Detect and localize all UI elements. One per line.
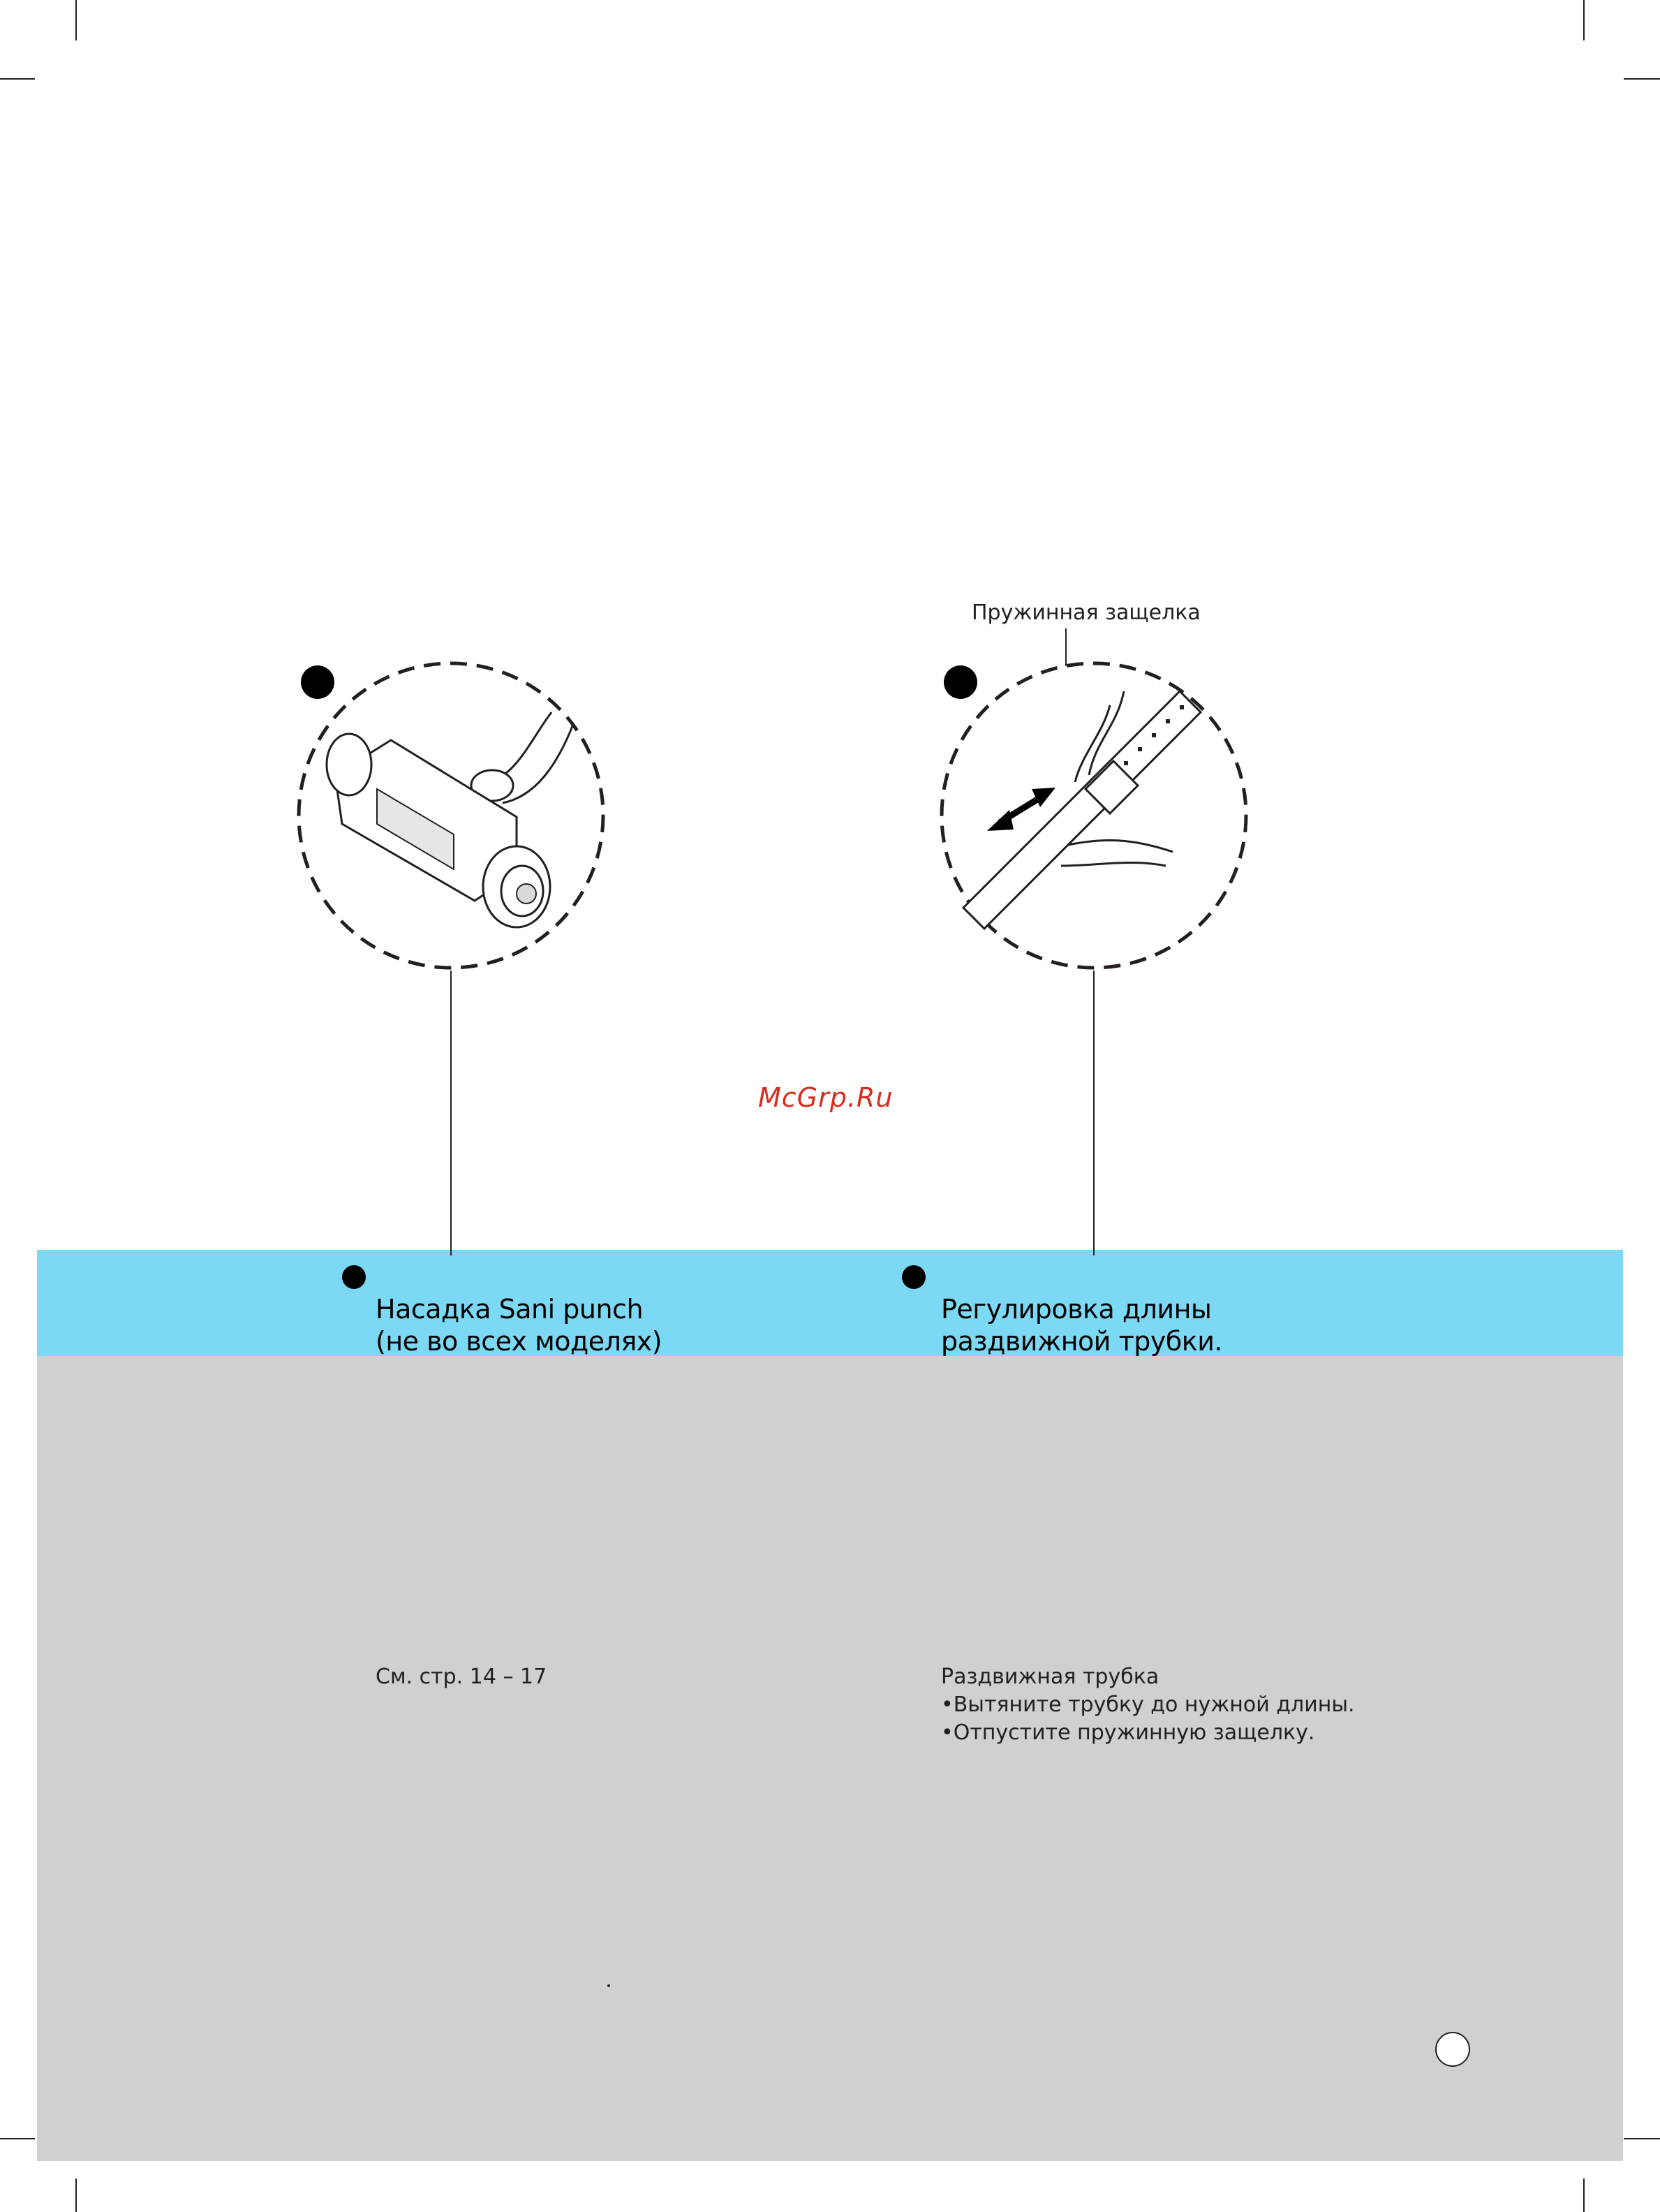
spring-latch-label: Пружинная защелка [972,600,1201,625]
figure-marker-left [301,665,334,699]
section-marker-right [902,1265,926,1289]
section-marker-left [342,1265,366,1289]
telescopic-tube-illustration [942,663,1246,968]
heading-line: Регулировка длины [941,1294,1212,1325]
watermark: McGrp.Ru [758,1082,894,1113]
instructions [941,1663,1355,1747]
heading-line: раздвижной трубки. [941,1326,1222,1357]
list-item: • Вытяните трубку до нужной длины. [941,1691,1355,1719]
figure-marker-right [944,665,977,699]
heading-line: (не во всех моделях) [376,1326,662,1357]
sani-punch-nozzle-illustration [299,663,603,968]
stray-dot [607,1984,610,1987]
instructions-subtitle: Раздвижная трубка [941,1665,1159,1689]
section-heading-left [376,1293,662,1357]
heading-line: Насадка Sani punch [376,1294,644,1325]
section-heading-right [941,1293,1222,1357]
instructions-list [941,1691,1355,1747]
page-reference: См. стр. 14 – 17 [376,1665,547,1689]
list-item: • Отпустите пружинную защелку. [941,1719,1355,1747]
page-number-circle [1435,2032,1470,2067]
